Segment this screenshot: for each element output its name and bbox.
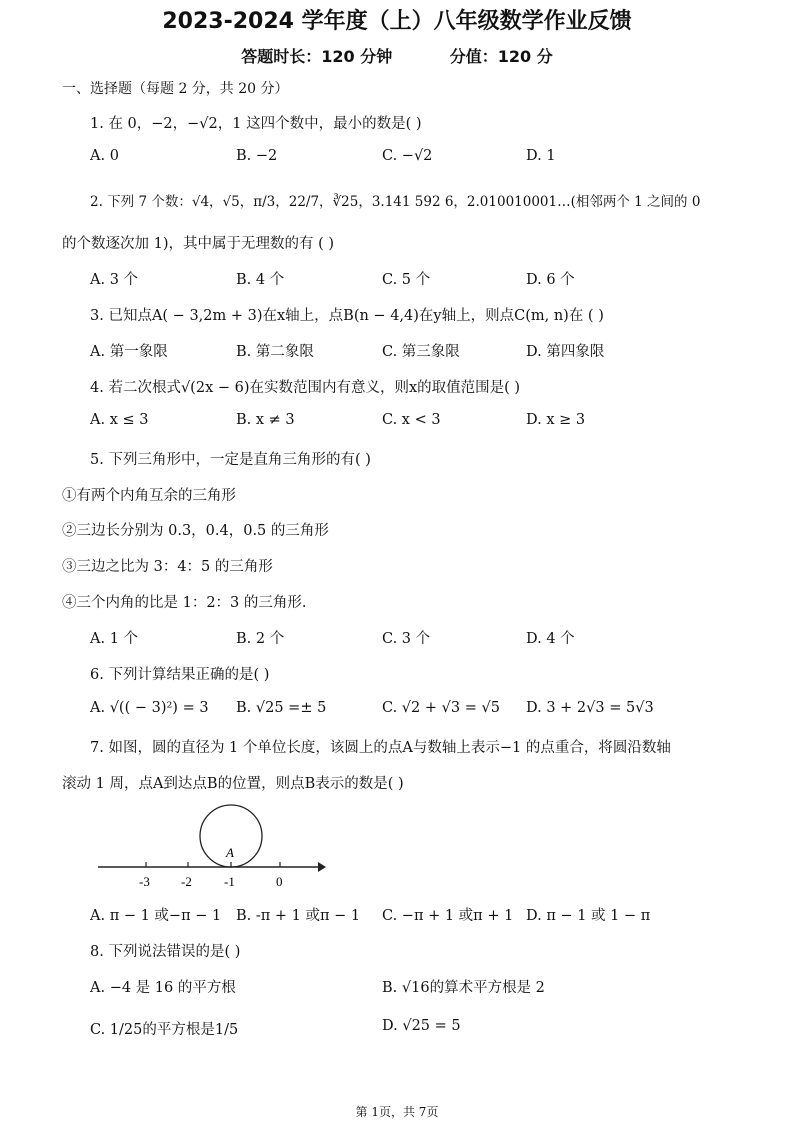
tick-label: -3 xyxy=(139,874,150,889)
q1-option-a: A. 0 xyxy=(90,148,119,164)
q6-option-c: C. √2 + √3 = √5 xyxy=(382,700,500,716)
q8-option-d: D. √25 = 5 xyxy=(382,1018,461,1034)
q3-option-b: B. 第二象限 xyxy=(236,344,314,360)
q1-option-d: D. 1 xyxy=(526,148,556,164)
q3-option-c: C. 第三象限 xyxy=(382,344,460,360)
q4-option-b: B. x ≠ 3 xyxy=(236,412,295,428)
number-line-figure xyxy=(90,800,330,895)
q2-option-a: A. 3 个 xyxy=(90,272,139,288)
page-footer: 第 1页，共 7页 xyxy=(355,1105,439,1119)
question-2-stem-cont: 的个数逐次加 1)，其中属于无理数的有 ( ) xyxy=(62,236,335,252)
q8-option-b: B. √16的算术平方根是 2 xyxy=(382,980,545,996)
question-7-stem-cont: 滚动 1 周，点A到达点B的位置，则点B表示的数是( ) xyxy=(62,776,404,792)
time-limit: 答题时长：120 分钟 xyxy=(241,47,393,66)
q1-option-b: B. −2 xyxy=(236,148,278,164)
q3-option-a: A. 第一象限 xyxy=(90,344,168,360)
tick-label: 0 xyxy=(276,874,283,889)
q7-option-a: A. π − 1 或−π − 1 xyxy=(90,908,222,924)
q4-option-c: C. x < 3 xyxy=(382,412,441,428)
q7-option-d: D. π − 1 或 1 − π xyxy=(526,908,651,924)
question-6-stem: 6. 下列计算结果正确的是( ) xyxy=(90,667,270,683)
q5-statement-2: ②三边长分别为 0.3，0.4，0.5 的三角形 xyxy=(62,523,329,539)
q5-statement-1: ①有两个内角互余的三角形 xyxy=(62,488,236,504)
q5-option-b: B. 2 个 xyxy=(236,631,285,647)
question-2-stem: 2. 下列 7 个数：√4，√5，π/3，22/7，∛25，3.141 592 6，2.010010001…(相邻两个 1 之间的 0 xyxy=(90,194,701,210)
question-7-stem: 7. 如图，圆的直径为 1 个单位长度，该圆上的点A与数轴上表示−1 的点重合，将圆沿数轴 xyxy=(90,740,671,756)
tick-label: -1 xyxy=(224,874,235,889)
q7-option-b: B. -π + 1 或π − 1 xyxy=(236,908,361,924)
q6-option-b: B. √25 =± 5 xyxy=(236,700,327,716)
q5-statement-4: ④三个内角的比是 1：2：3 的三角形. xyxy=(62,595,307,611)
question-3-stem: 3. 已知点A( − 3,2m + 3)在x轴上，点B(n − 4,4)在y轴上，则点C(m, n)在 ( ) xyxy=(90,308,604,324)
section-title: 一、选择题（每题 2 分，共 20 分） xyxy=(62,81,289,97)
q5-option-c: C. 3 个 xyxy=(382,631,431,647)
q2-option-d: D. 6 个 xyxy=(526,272,575,288)
q8-option-c: C. 1/25的平方根是1/5 xyxy=(90,1022,239,1038)
q8-option-a: A. −4 是 16 的平方根 xyxy=(90,980,236,996)
question-5-stem: 5. 下列三角形中，一定是直角三角形的有( ) xyxy=(90,452,371,468)
q2-option-b: B. 4 个 xyxy=(236,272,285,288)
q3-option-d: D. 第四象限 xyxy=(526,344,605,360)
q5-option-a: A. 1 个 xyxy=(90,631,139,647)
tick-label: -2 xyxy=(181,874,192,889)
exam-meta xyxy=(0,44,794,67)
q5-option-d: D. 4 个 xyxy=(526,631,575,647)
q4-option-d: D. x ≥ 3 xyxy=(526,412,586,428)
question-4-stem: 4. 若二次根式√(2x − 6)在实数范围内有意义，则x的取值范围是( ) xyxy=(90,380,521,396)
q2-option-c: C. 5 个 xyxy=(382,272,431,288)
question-8-stem: 8. 下列说法错误的是( ) xyxy=(90,944,241,960)
q4-option-a: A. x ≤ 3 xyxy=(90,412,149,428)
q5-statement-3: ③三边之比为 3：4：5 的三角形 xyxy=(62,559,273,575)
axis-arrow-icon xyxy=(318,862,326,872)
page-title: 2023-2024 学年度（上）八年级数学作业反馈 xyxy=(162,9,632,34)
q1-option-c: C. −√2 xyxy=(382,148,433,164)
total-score: 分值：120 分 xyxy=(449,47,553,66)
point-a-label: A xyxy=(226,845,234,860)
q6-option-d: D. 3 + 2√3 = 5√3 xyxy=(526,700,654,716)
q6-option-a: A. √(( − 3)²) = 3 xyxy=(90,700,209,716)
q7-option-c: C. −π + 1 或π + 1 xyxy=(382,908,514,924)
question-1-stem: 1. 在 0，−2，−√2，1 这四个数中，最小的数是( ) xyxy=(90,116,422,132)
